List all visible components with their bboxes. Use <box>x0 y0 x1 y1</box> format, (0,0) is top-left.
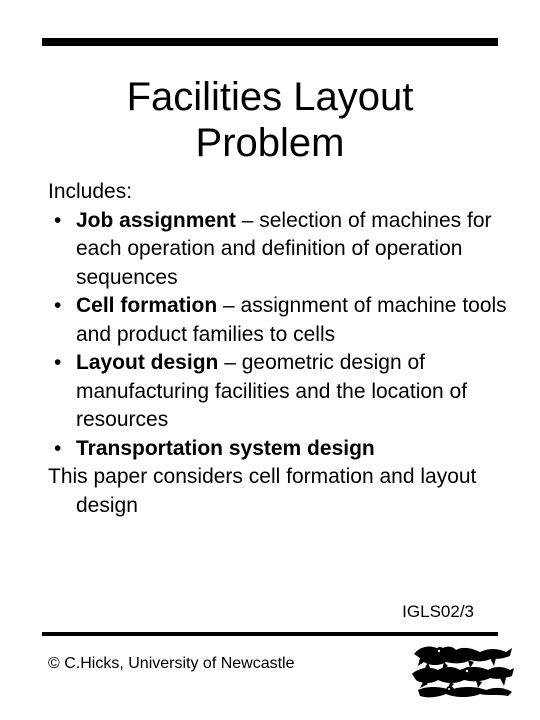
copyright-text: © C.Hicks, University of Newcastle <box>48 655 295 672</box>
bullet-dot: • <box>54 208 62 232</box>
slide-title <box>0 74 540 166</box>
bullet-dot: • <box>54 351 62 374</box>
bullet-description: – selection of machines for each operation and definition of operation sequences <box>76 208 492 289</box>
bullet-layout-design <box>48 349 518 435</box>
bullet-list <box>48 207 518 464</box>
heraldic-lions-logo-icon <box>410 642 516 698</box>
bullet-dot: • <box>54 436 62 460</box>
intro-text: Includes: <box>48 180 133 203</box>
bullet-dot: • <box>54 294 62 317</box>
bullet-term: Cell formation <box>76 294 218 317</box>
bottom-rule <box>42 632 498 636</box>
top-rule <box>42 38 498 46</box>
bullet-description: – geometric design of manufacturing facilities and the location of resources <box>76 351 468 431</box>
bullet-term: Job assignment <box>76 208 236 232</box>
title-line-2: Problem <box>195 121 345 165</box>
bullet-job-assignment <box>48 207 518 293</box>
slide-body <box>48 178 518 520</box>
slide-id: IGLS02/3 <box>402 602 474 621</box>
bullet-transportation-system-design <box>48 435 518 464</box>
bullet-term: Layout design <box>76 351 219 374</box>
bullet-term: Transportation system design <box>76 436 375 460</box>
closing-text: This paper considers cell formation and layout design <box>48 465 477 517</box>
title-line-1: Facilities Layout <box>126 75 414 119</box>
bullet-description: – assignment of machine tools and product families to cells <box>76 294 507 346</box>
bullet-cell-formation <box>48 292 518 349</box>
